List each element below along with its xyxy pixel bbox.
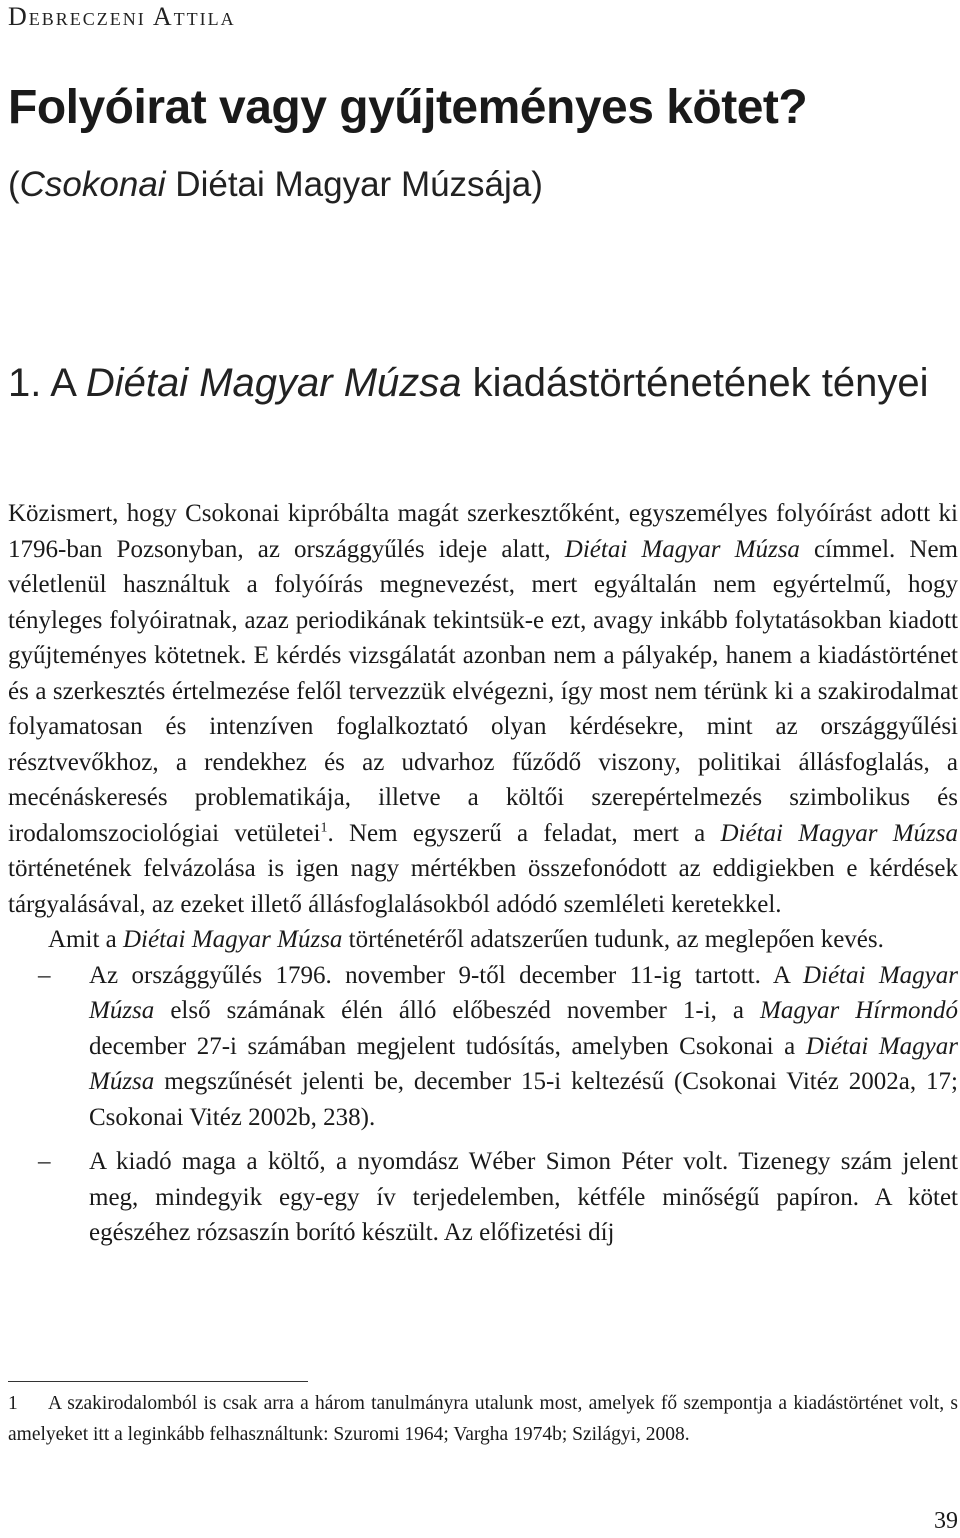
- paragraph-2: [8, 922, 958, 958]
- p1-italic-2: Diétai Magyar Múzsa: [720, 819, 959, 847]
- footnote-divider: [8, 1381, 308, 1382]
- page-number: 39: [934, 1508, 958, 1534]
- subtitle-close-paren: ): [531, 165, 543, 204]
- subtitle-open-paren: (: [8, 165, 20, 204]
- article-title: Folyóirat vagy gyűjteményes kötet?: [8, 81, 808, 134]
- p1-text-1: Közismert, hogy Csokonai kipróbálta magát szerkesztőként, egyszemélyes folyóírást adott ki 1796-ban Pozsonyban, az országgyűlés ideje alatt,: [8, 500, 958, 563]
- li2-text-1: A kiadó maga a költő, a nyomdász Wéber Simon Péter volt. Tizenegy szám jelent meg, mindegyik egy-egy ív terjedelemben, kétféle minőségű papíron. A kötet egészéhez rózsaszín borító készült. Az előfizetési díj: [89, 1148, 958, 1246]
- subtitle-rest: Diétai Magyar Múzsája: [165, 165, 532, 204]
- p2-italic-1: Diétai Magyar Múzsa: [123, 926, 343, 953]
- p1-text-4: történetének felvázolása is igen nagy mértékben összefonódott az eddigiekben e kérdések tárgyalásával, az ezeket illető állásfoglalásokból adódó szemléleti keretekkel.: [8, 855, 958, 918]
- subtitle-italic: Csokonai: [19, 165, 166, 204]
- section-heading: [8, 356, 938, 410]
- dash-bullet: –: [38, 1148, 51, 1175]
- li1-text-3: december 27-i számában megjelent tudósítás, amelyben Csokonai a: [89, 1032, 806, 1060]
- p1-italic-1: Diétai Magyar Múzsa: [564, 535, 800, 563]
- running-head-author: Debreczeni Attila: [8, 2, 236, 31]
- li1-italic-1: Diétai Magyar Múzsa: [89, 961, 958, 1024]
- p2-text-2: történetéről adatszerűen tudunk, az meglepően kevés.: [342, 926, 884, 953]
- footnote-ref[interactable]: 1: [320, 820, 328, 836]
- footnote-number: 1: [8, 1393, 18, 1414]
- list-item: [8, 1144, 958, 1251]
- footnote-text: A szakirodalomból is csak arra a három tanulmányra utalunk most, amelyek fő szempontja a kiadástörténet volt, s amelyeket itt a leginkább felhasználtunk: Szuromi 1964; Vargha 1974b; Szilágyi, 2008.: [8, 1393, 958, 1445]
- footnote: [8, 1388, 958, 1450]
- section-heading-rest: kiadástörténetének tényei: [461, 361, 929, 405]
- paragraph-1: [8, 496, 958, 922]
- dash-bullet: –: [38, 961, 51, 989]
- p2-text-1: Amit a: [48, 926, 123, 953]
- section-heading-italic: Diétai Magyar Múzsa: [85, 361, 462, 405]
- li1-text-4: megszűnését jelenti be, december 15-i keltezésű (Csokonai Vitéz 2002a, 17; Csokonai Vitéz 2002b, 238).: [89, 1068, 958, 1131]
- article-subtitle: [8, 162, 543, 208]
- section-heading-num: 1. A: [8, 361, 86, 405]
- p1-text-3: . Nem egyszerű a feladat, mert a: [327, 819, 721, 847]
- li1-text-1: Az országgyűlés 1796. november 9-től december 11-ig tartott. A: [89, 961, 803, 989]
- li1-italic-3: Diétai Magyar Múzsa: [89, 1032, 958, 1095]
- list-item: [8, 958, 958, 1136]
- body-text: [8, 496, 958, 1251]
- li1-italic-2: Magyar Hírmondó: [760, 997, 958, 1024]
- p1-text-2: címmel. Nem véletlenül használtuk a folyóírás megnevezést, mert egyáltalán nem egyértelmű, hogy tényleges folyóiratnak, azaz periodikának tekintsük-e ezt, avagy inkább folytatásokban kiadott gyűjteményes kötetnek. E kérdés vizsgálatát azonban nem a pályakép, hanem a kiadástörténet és a szerkesztés értelmezése felől tervezzük elvégezni, így most nem térünk ki a szakirodalmat folyamatosan és intenzíven foglalkoztató olyan kérdésekre, mint az országgyűlési résztvevőkhoz, a rendekhez és az udvarhoz fűződő viszony, politikai állásfoglalás, a mecénáskeresés problematikája, illetve a költői szerepértelmezés szimbolikus és irodalomszociológiai vetületei: [8, 535, 958, 847]
- li1-text-2: első számának élén álló előbeszéd november 1-i, a: [154, 997, 761, 1024]
